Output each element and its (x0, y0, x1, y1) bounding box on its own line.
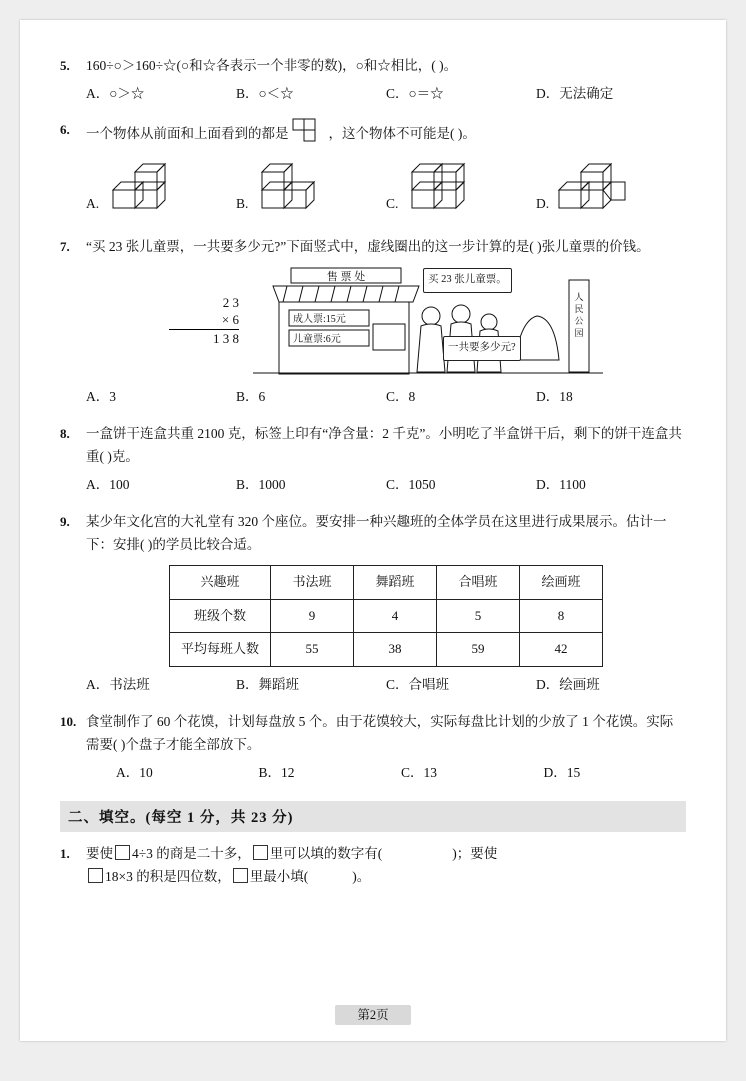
option-b[interactable] (236, 156, 386, 222)
row-label: 平均每班人数 (170, 633, 271, 667)
option-a[interactable]: A．10 (116, 765, 153, 780)
cell: 5 (437, 599, 520, 633)
option-d[interactable]: D．绘画班 (536, 677, 600, 693)
cell: 9 (271, 599, 354, 633)
option-b-label: B. (236, 195, 249, 211)
option-d[interactable]: D．18 (536, 389, 573, 405)
cube-figure-a-icon (105, 156, 183, 222)
question-8 (60, 422, 686, 497)
cube-figure-c-icon (404, 156, 482, 222)
cube-figure-d-icon (555, 156, 633, 222)
shape-figure-icon (292, 118, 326, 150)
table-header-3: 合唱班 (437, 565, 520, 599)
question-text-after: ，这个物体不可能是( )。 (328, 126, 476, 142)
text-e: 18×3 的积是四位数， (105, 869, 231, 885)
option-b[interactable]: B．6 (236, 389, 266, 405)
section-title-fill-in-blank: 二、填空。(每空 1 分，共 23 分) (60, 801, 686, 832)
question-number: 6. (60, 122, 70, 138)
svg-text:民: 民 (574, 304, 584, 315)
option-c[interactable]: C．13 (401, 765, 438, 780)
speech-bubble-2: 一共要多少元? (443, 336, 521, 360)
ticket-booth-scene (253, 264, 603, 379)
text-g: )。 (352, 869, 371, 885)
section2-question-1 (60, 842, 686, 889)
blank-box-icon (88, 868, 103, 883)
question-6 (60, 118, 686, 221)
cell: 38 (354, 633, 437, 667)
option-c[interactable] (386, 156, 536, 222)
text-d: )；要使 (452, 845, 498, 861)
page-number: 第2页 (335, 1005, 410, 1025)
option-c[interactable]: C．○＝☆ (386, 85, 444, 101)
question-number: 1. (60, 845, 70, 861)
vertical-line-3: 1 3 8 (213, 330, 239, 346)
option-a[interactable]: A．100 (86, 477, 130, 492)
option-b[interactable]: B．12 (258, 765, 295, 780)
blank-box-icon (115, 845, 130, 860)
text-f: 里最小填( (249, 869, 309, 885)
vertical-calculation (169, 294, 239, 350)
table-row-header (170, 565, 603, 599)
text-c: 里可以填的数字有( (269, 845, 383, 861)
question-9 (60, 510, 686, 697)
speech-bubble-1: 买 23 张儿童票。 (423, 268, 512, 292)
question-line-1 (86, 842, 686, 866)
cell: 59 (437, 633, 520, 667)
question-text-before: 一个物体从前面和上面看到的都是 (86, 126, 289, 142)
question-10 (60, 710, 686, 785)
blank-box-icon (233, 868, 248, 883)
question-number: 9. (60, 513, 70, 529)
question-text: 某少年文化宫的大礼堂有 320 个座位。要安排一种兴趣班的全体学员在这里进行成果展示。估计一下：安排( )的学员比较合适。 (86, 513, 667, 553)
svg-text:儿童票:6元: 儿童票:6元 (293, 334, 341, 346)
question-text: 食堂制作了 60 个花馍，计划每盘放 5 个。由于花馍较大，实际每盘比计划的少放了 1 个花馍。实际需要( )个盘子才能全部放下。 (86, 713, 674, 753)
option-a-label: A. (86, 195, 100, 211)
blank-box-icon (253, 845, 268, 860)
question-7 (60, 235, 686, 409)
interest-class-table (169, 565, 603, 667)
table-header-2: 舞蹈班 (354, 565, 437, 599)
cell: 8 (520, 599, 603, 633)
question-number: 5. (60, 58, 70, 73)
option-c[interactable]: C．合唱班 (386, 677, 450, 693)
cell: 42 (520, 633, 603, 667)
table-header-4: 绘画班 (520, 565, 603, 599)
options-row (86, 385, 686, 409)
option-d[interactable]: D．无法确定 (536, 85, 614, 101)
option-c-label: C. (386, 195, 399, 211)
option-d[interactable]: D．15 (543, 765, 581, 780)
option-a[interactable]: A．3 (86, 389, 116, 405)
option-a[interactable] (86, 156, 236, 222)
option-d-label: D. (536, 195, 550, 211)
option-b[interactable]: B．舞蹈班 (236, 677, 300, 693)
question-line-2 (86, 865, 686, 889)
vertical-line-1: 2 3 (222, 294, 239, 310)
question-text: 一盒饼干连盒共重 2100 克，标签上印有“净含量：2 千克”。小明吃了半盒饼干后，剩下的饼干连盒共重( )克。 (86, 425, 682, 465)
question-text: “买 23 张儿童票，一共要多少元?”下面竖式中，虚线圈出的这一步计算的是( )张儿童票的价钱。 (86, 238, 650, 254)
svg-text:售 票 处: 售 票 处 (326, 271, 366, 284)
svg-text:园: 园 (574, 328, 584, 339)
exam-page (20, 20, 726, 1041)
option-c[interactable]: C．1050 (386, 477, 436, 492)
option-a[interactable]: A．书法班 (86, 677, 150, 693)
options-row (86, 473, 686, 497)
cube-figure-b-icon (254, 156, 332, 222)
cube-options-row (86, 156, 686, 222)
options-row (86, 673, 686, 697)
table-header-0: 兴趣班 (170, 565, 271, 599)
question-number: 8. (60, 425, 70, 441)
row-label: 班级个数 (170, 599, 271, 633)
option-c[interactable]: C．8 (386, 389, 416, 405)
question-number: 7. (60, 238, 70, 254)
question-5 (60, 54, 686, 105)
question-text: 160÷○＞160÷☆(○和☆各表示一个非零的数)，○和☆相比，( )。 (86, 58, 458, 73)
option-b[interactable]: B．1000 (236, 477, 286, 492)
svg-text:公: 公 (574, 316, 584, 327)
cell: 4 (354, 599, 437, 633)
table-row (170, 633, 603, 667)
options-row (86, 82, 686, 106)
svg-text:成人票:15元: 成人票:15元 (293, 314, 346, 326)
svg-text:人: 人 (574, 292, 584, 303)
page-footer (20, 1005, 726, 1023)
text-b: 4÷3 的商是二十多， (132, 845, 251, 861)
vertical-line-2: × 6 (169, 311, 239, 330)
options-row (116, 761, 686, 785)
table-row (170, 599, 603, 633)
option-a[interactable]: A．○＞☆ (86, 85, 145, 101)
question-number: 10. (60, 713, 77, 729)
option-d[interactable] (536, 156, 686, 222)
table-header-1: 书法班 (271, 565, 354, 599)
question-7-figure (86, 264, 686, 379)
cell: 55 (271, 633, 354, 667)
option-d[interactable]: D．1100 (536, 477, 586, 492)
option-b[interactable]: B．○＜☆ (236, 85, 294, 101)
text-a: 要使 (86, 845, 113, 861)
